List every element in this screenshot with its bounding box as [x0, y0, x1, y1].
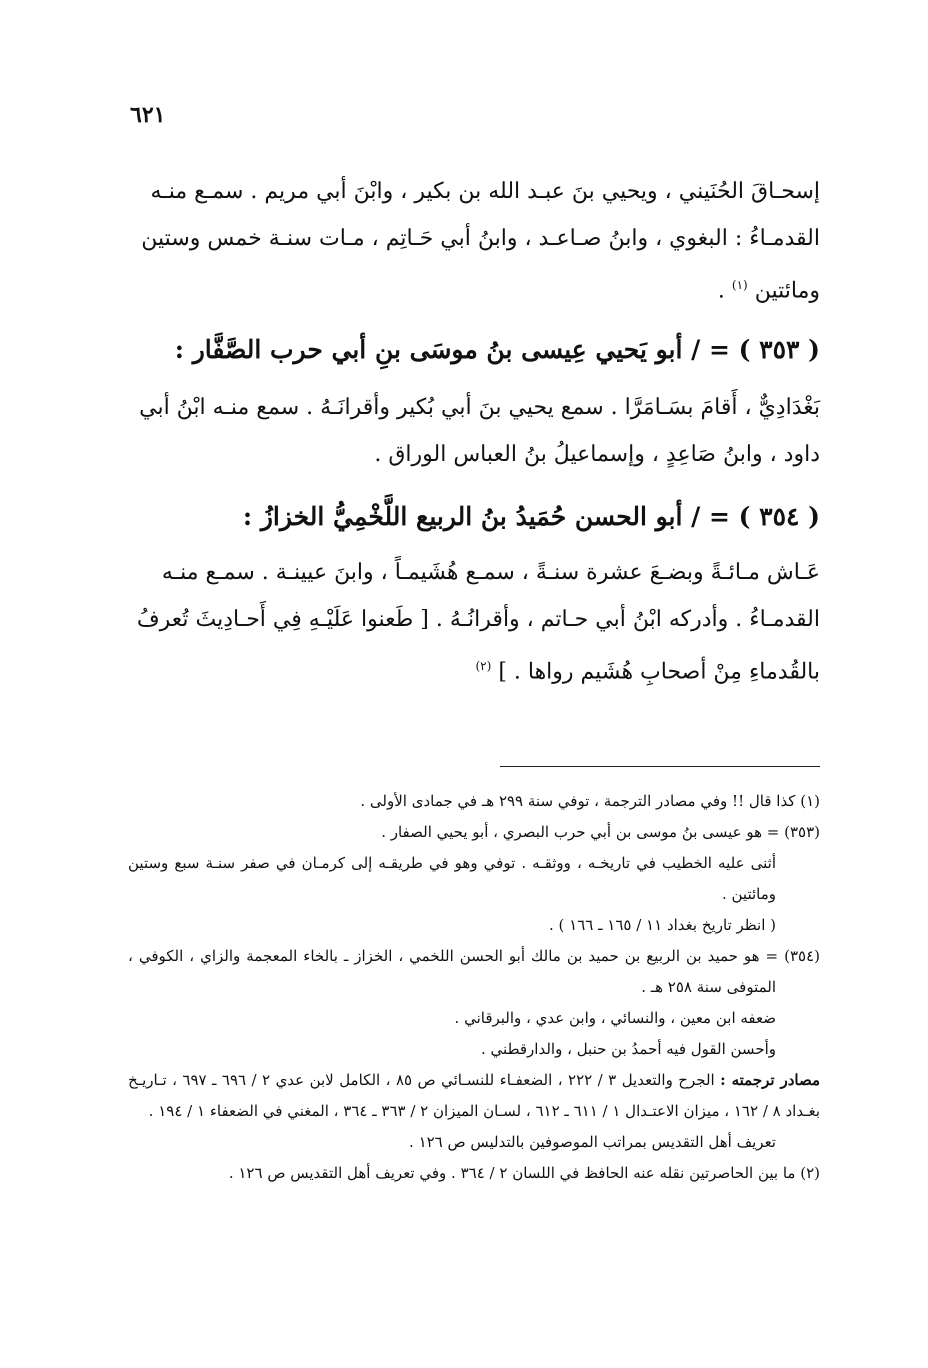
- paragraph-continuation: [128, 168, 820, 314]
- text-line: عَـاش مـائـةً وبضـعَ عشرة سنـةً ، سمـع هُشَيمـاً ، وابنَ عيينـة . سمـع منـه: [161, 560, 820, 585]
- footnotes: [128, 786, 820, 1189]
- footnote-353-detail: أثنى عليه الخطيب في تاريخـه ، ووثقـه . توفي وهو في طريقـه إلى كرمـان في صفر سنـة سبع وستين ومائتين .: [128, 854, 776, 903]
- sources-list: الجرح والتعديل ٣ / ٢٢٢ ، الضعفـاء للنسـائي ص ٨٥ ، الكامل لابن عدي ٢ / ٦٩٦ ـ ٦٩٧ ، تـاريـخ بغـداد ٨ / ١٦٢ ، ميزان الاعتـدال ١ / ٦١١ ـ ٦١٢ ، لسـان الميزان ٢ / ٣٦٣ ـ ٣٦٤ ، المغني في الضعفاء ١ / ١٩٤ .: [128, 1071, 820, 1120]
- text-line: [128, 643, 820, 695]
- text-line: القدمـاءُ . وأدركه ابْنُ أبي حـاتم ، وأقرانُـهُ . [ طَعنوا عَلَيْـهِ فِي أَحـادِيثَ تُعرفُ: [136, 607, 820, 632]
- footnote-353-reference: ( انظر تاريخ بغداد ١١ / ١٦٥ ـ ١٦٦ ) .: [549, 916, 776, 934]
- entry-heading-354: ( ٣٥٤ ) = / أبو الحسن حُمَيدُ بنُ الربيع اللَّخْمِيُّ الخزازُ :: [242, 502, 820, 531]
- footnote-354-weak: ضعفه ابن معين ، والنسائي ، وابن عدي ، والبرقاني .: [454, 1009, 776, 1027]
- text-fragment: ومائتين: [754, 278, 820, 304]
- footnote-2: (٢) ما بين الحاصرتين نقله عنه الحافظ في اللسان ٢ / ٣٦٤ . وفي تعريف أهل التقديس ص ١٢٦ .: [228, 1164, 820, 1182]
- text-line: إسحـاقَ الحُنَيني ، ويحيي بنَ عبـد الله بن بكير ، وابْنَ أبي مريم . سمـع منـه: [150, 179, 820, 204]
- footnote-marker: (١): [731, 278, 748, 292]
- text-line: بَغْدَادِيٌّ ، أَقامَ بسَـامَرَّا . سمع يحيي بنَ أبي بُكير وأقرانَـهُ . سمع منـه ابْنُ أبي: [139, 395, 820, 420]
- text-line: القدمـاءُ : البغوي ، وابنُ صـاعـد ، وابنُ أبي حَـاتِم ، مـات سنـة خمس وستين: [141, 226, 820, 251]
- footnote-marker: (٢): [475, 659, 492, 673]
- entry-body-354: [128, 549, 820, 695]
- sources-label: مصادر ترجمته :: [720, 1071, 821, 1089]
- footnote-354-taqdis: تعريف أهل التقديس بمراتب الموصوفين بالتدليس ص ١٢٦ .: [409, 1133, 776, 1151]
- text-fragment: بالقُدماءِ مِنْ أصحابِ هُشَيم رواها . ]: [498, 659, 820, 685]
- footnote-354-praise: وأحسن القول فيه أحمدُ بن حنبل ، والدارقطني .: [481, 1040, 776, 1058]
- entry-body-353: [128, 384, 820, 478]
- footnote-354: (٣٥٤) = هو حميد بن الربيع بن حميد بن مالك أبو الحسن اللخمي ، الخزاز ـ بالخاء المعجمة والزاي ، الكوفي ، المتوفى سنة ٢٥٨ هـ .: [128, 947, 820, 996]
- page-number: ٦٢١: [130, 102, 166, 128]
- footnote-354-sources: [128, 1065, 820, 1127]
- text-line: ومائتين $^{(١)}$ .: [717, 278, 820, 304]
- footnote-1: (١) كذا قال !! وفي مصادر الترجمة ، توفي سنة ٢٩٩ هـ في جمادى الأولى .: [360, 792, 820, 810]
- text-line: داود ، وابنُ صَاعِدٍ ، وإسماعيلُ بنُ العباس الوراق .: [374, 442, 820, 467]
- footnote-353: (٣٥٣) = هو عيسى بنُ موسى بن أبي حرب البصري ، أبو يحيي الصفار .: [381, 823, 820, 841]
- footnote-separator: [500, 766, 820, 767]
- entry-heading-353: ( ٣٥٣ ) = / أبو يَحيي عِيسى بنُ موسَى بنِ أبي حرب الصَّفَّار :: [174, 335, 820, 364]
